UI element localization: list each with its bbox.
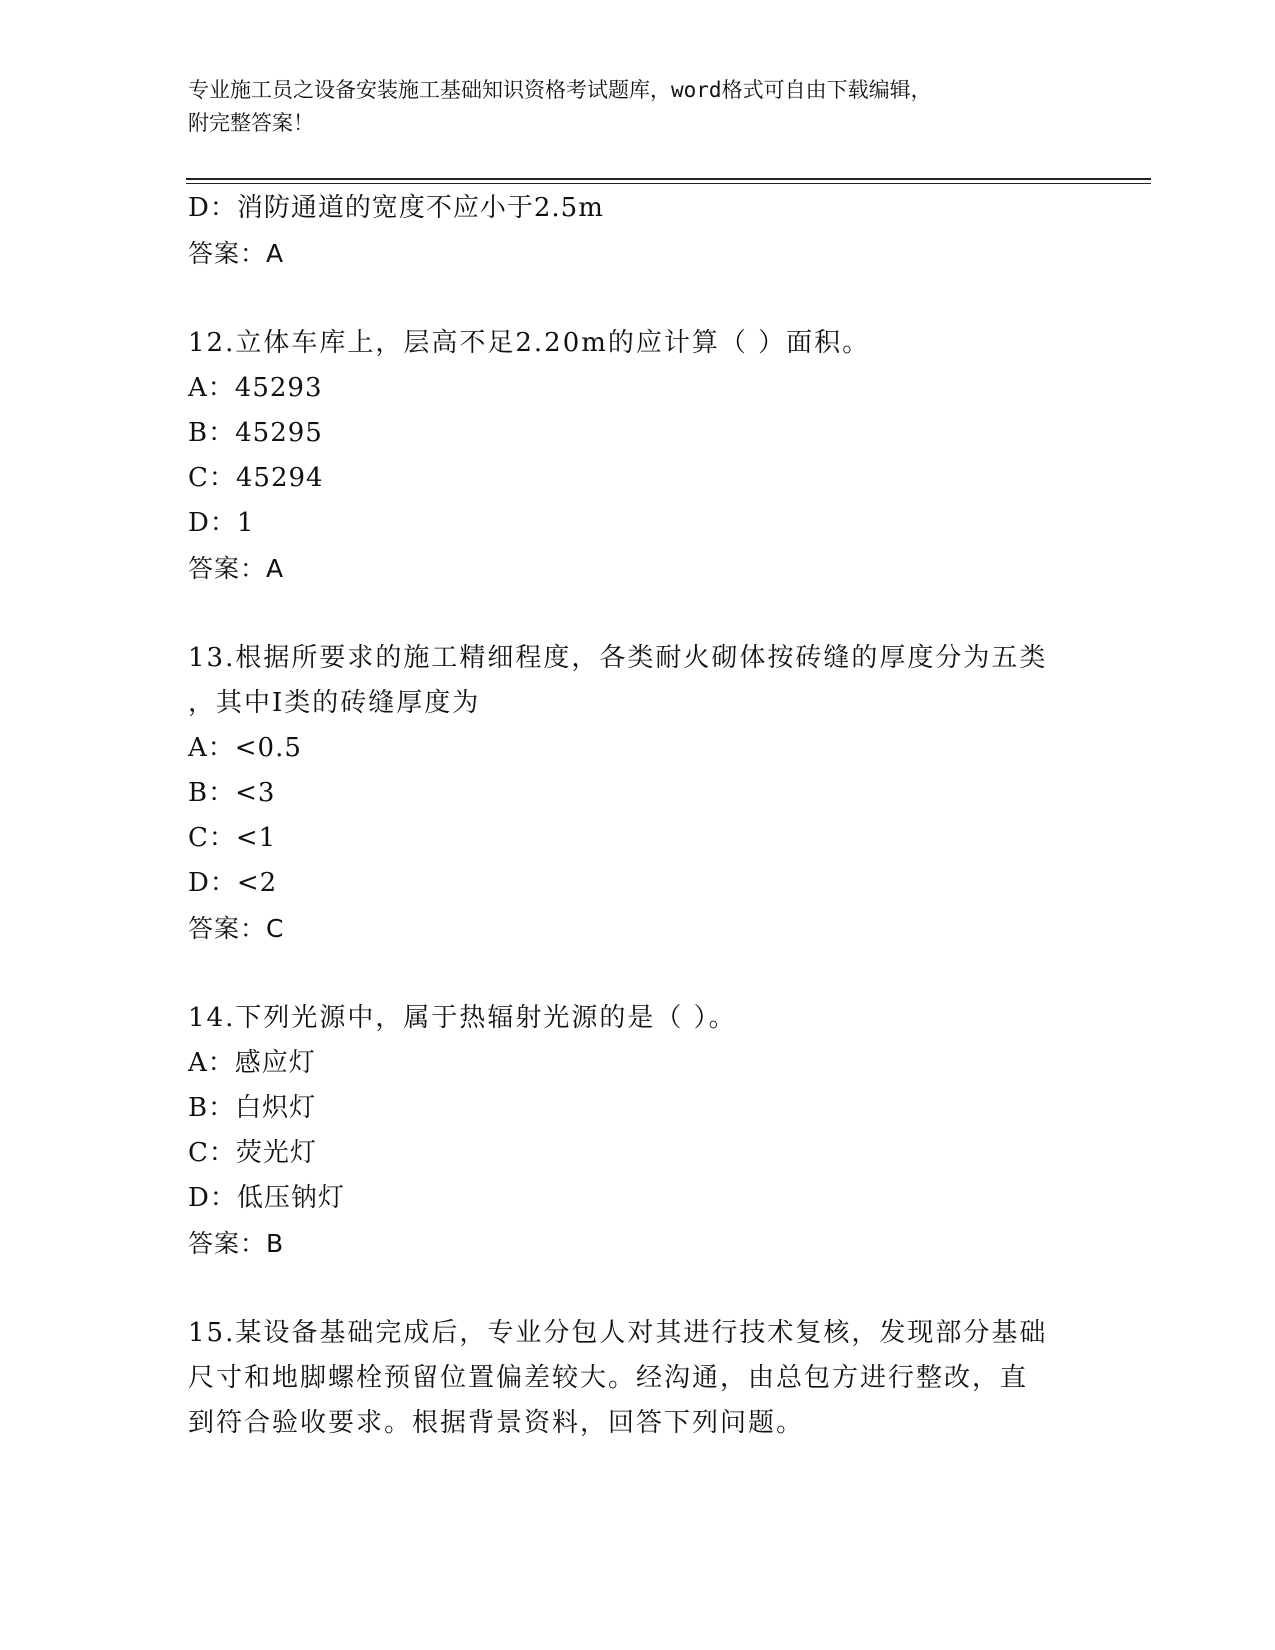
option-d: D：消防通道的宽度不应小于2.5m (188, 193, 604, 223)
option-d: D：1 (188, 508, 255, 538)
answer-label: 答案：A (188, 554, 285, 583)
option-a: A：45293 (188, 373, 323, 403)
question-text-line-1: 13.根据所要求的施工精细程度，各类耐火砌体按砖缝的厚度分为五类 (188, 643, 1048, 673)
question-14 (188, 996, 1088, 1266)
option-c: C：荧光灯 (188, 1138, 317, 1168)
option-d: D：<2 (188, 868, 278, 898)
question-list (188, 186, 1088, 1446)
question-15 (188, 1311, 1088, 1446)
question-12 (188, 321, 1088, 591)
header-divider (186, 178, 1151, 184)
option-a: A：感应灯 (188, 1048, 316, 1078)
option-b: B：白炽灯 (188, 1093, 317, 1123)
option-c: C：<1 (188, 823, 277, 853)
option-a: A：<0.5 (188, 733, 302, 763)
option-d: D：低压钠灯 (188, 1183, 345, 1213)
option-c: C：45294 (188, 463, 324, 493)
question-text-line-1: 15.某设备基础完成后，专业分包人对其进行技术复核，发现部分基础 (188, 1318, 1048, 1348)
question-text-line-2: 尺寸和地脚螺栓预留位置偏差较大。经沟通，由总包方进行整改，直 (188, 1363, 1029, 1393)
option-b: B：45295 (188, 418, 323, 448)
option-b: B：<3 (188, 778, 276, 808)
question-text: 12.立体车库上，层高不足2.20m的应计算（ ）面积。 (188, 328, 871, 358)
answer-label: 答案：B (188, 1229, 285, 1258)
question-text-line-3: 到符合验收要求。根据背景资料，回答下列问题。 (188, 1408, 805, 1438)
question-text-line-2: ，其中Ⅰ类的砖缝厚度为 (188, 688, 481, 718)
question-13 (188, 636, 1088, 951)
header-line-2: 附完整答案！ (188, 111, 314, 135)
page-header (188, 74, 1068, 140)
question-text: 14.下列光源中，属于热辐射光源的是（ ）。 (188, 1003, 737, 1033)
answer-label: 答案：C (188, 914, 285, 943)
answer-label: 答案：A (188, 239, 285, 268)
header-line-1: 专业施工员之设备安装施工基础知识资格考试题库，word格式可自由下载编辑， (188, 78, 932, 102)
